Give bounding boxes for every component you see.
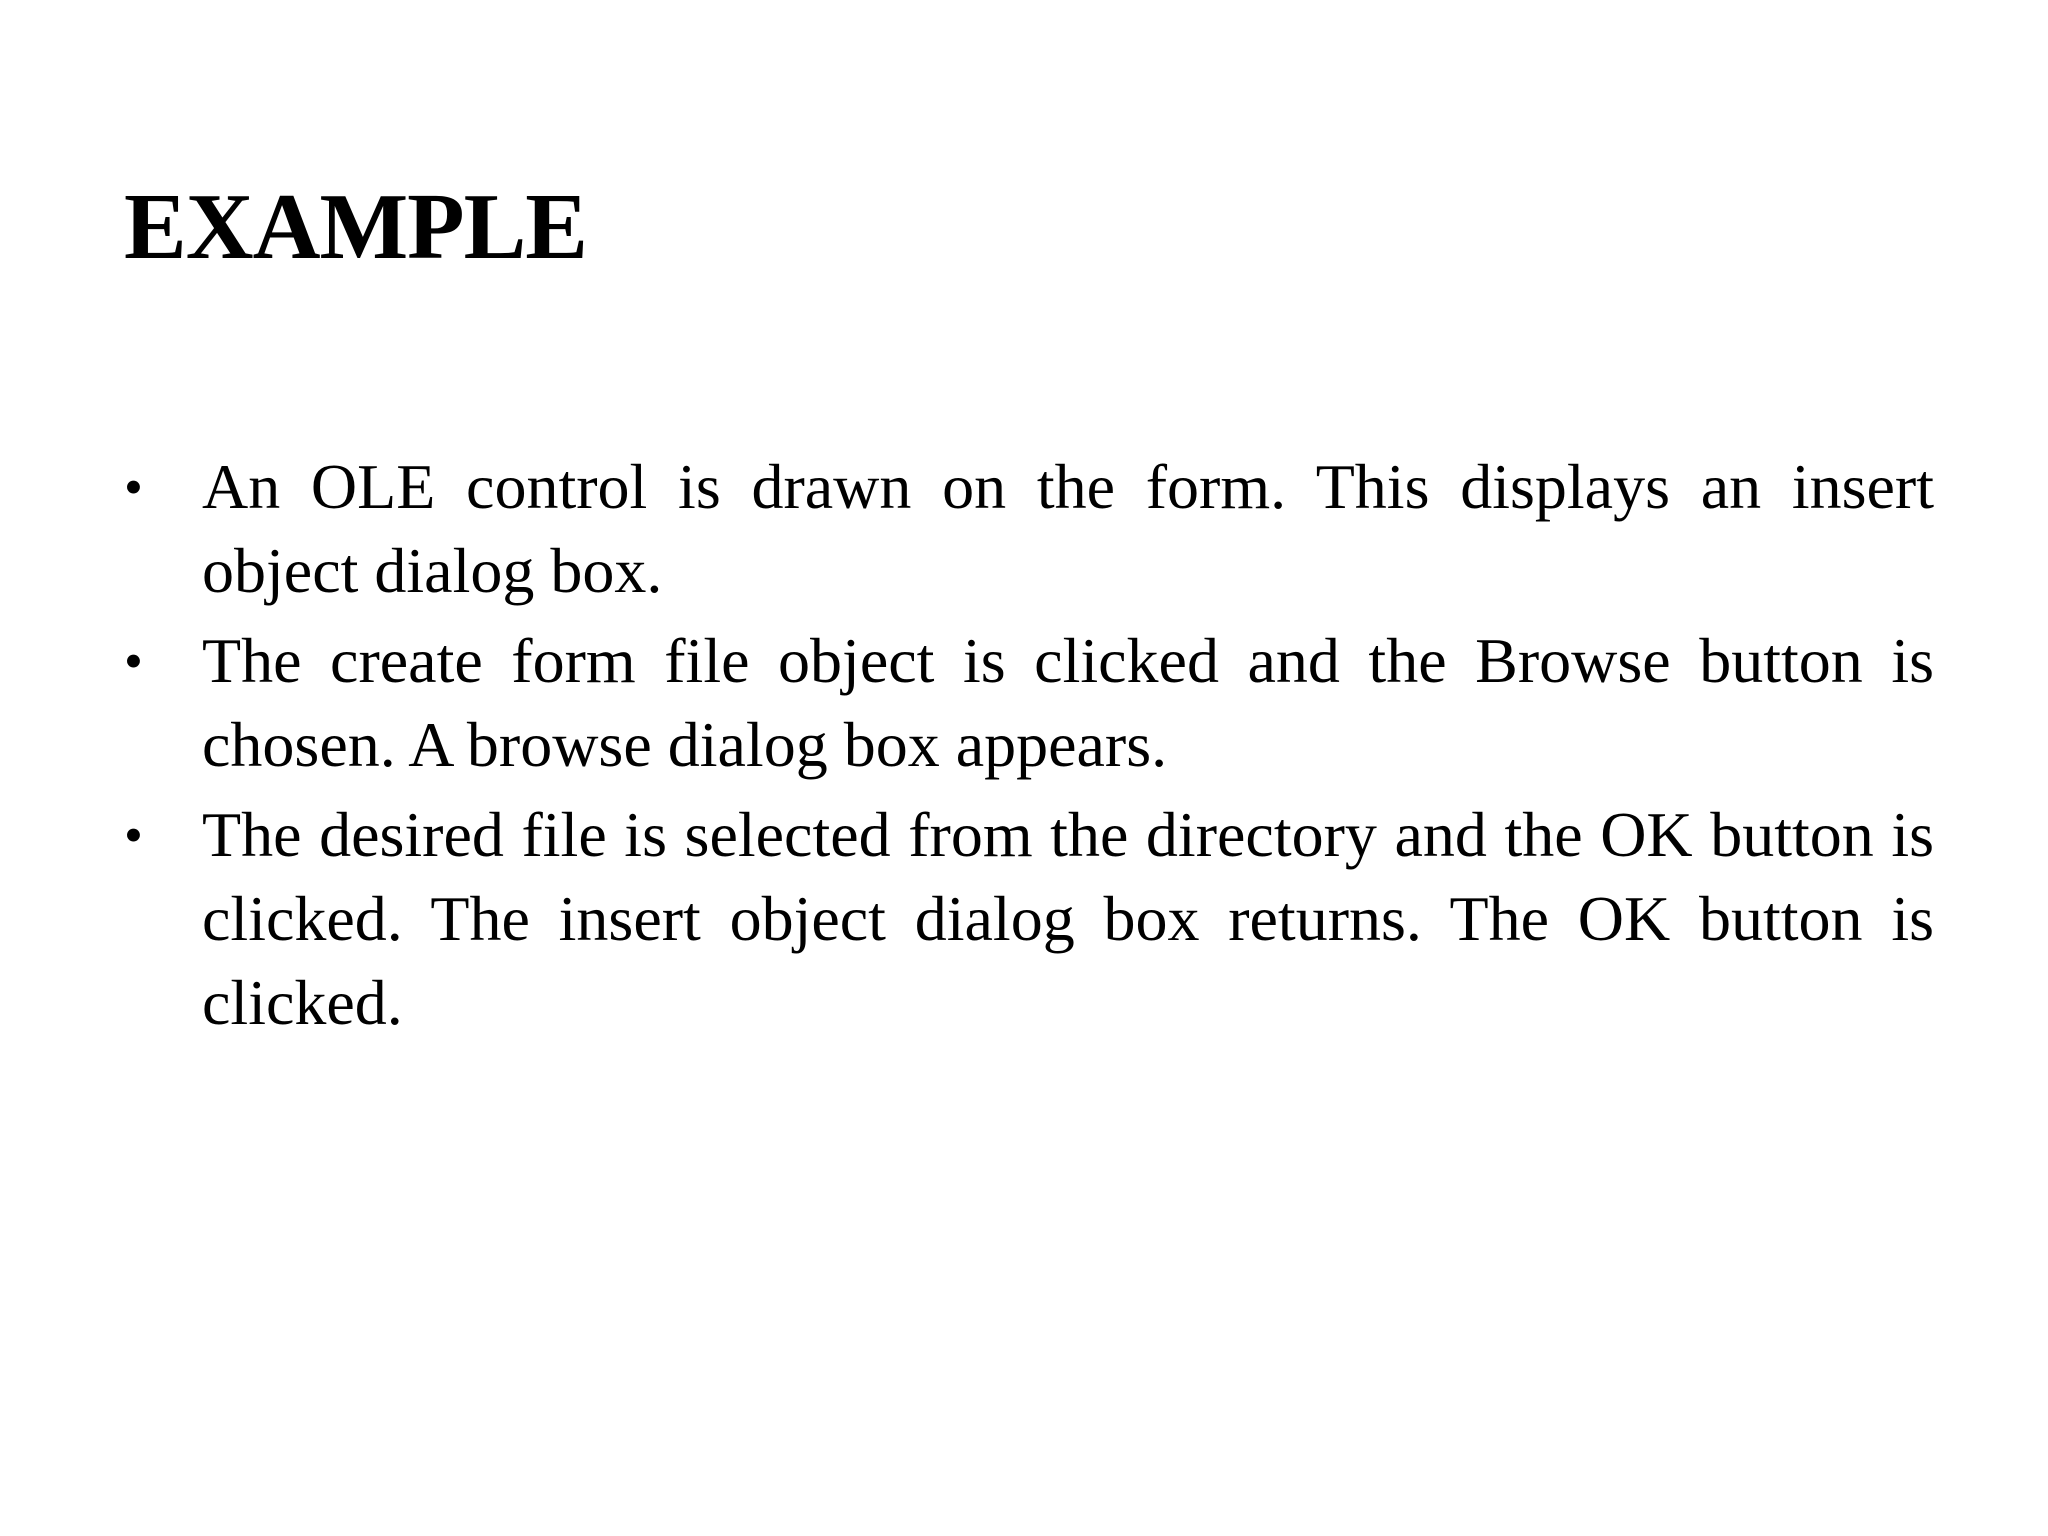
bullet-text: The desired file is selected from the directory and the OK button is clicked. The insert object dialog box returns. The OK button is clicked. [202, 799, 1934, 1038]
bullet-list [124, 445, 1934, 1051]
slide-title: EXAMPLE [124, 175, 587, 279]
bullet-text: An OLE control is drawn on the form. This displays an insert object dialog box. [202, 451, 1934, 606]
bullet-item-3 [124, 793, 1934, 1045]
bullet-item-2 [124, 619, 1934, 787]
bullet-text: The create form file object is clicked and the Browse button is chosen. A browse dialog box appears. [202, 625, 1934, 780]
bullet-item-1 [124, 445, 1934, 613]
bullet-icon: • [124, 631, 143, 691]
bullet-icon: • [124, 805, 143, 865]
bullet-icon: • [124, 457, 143, 517]
